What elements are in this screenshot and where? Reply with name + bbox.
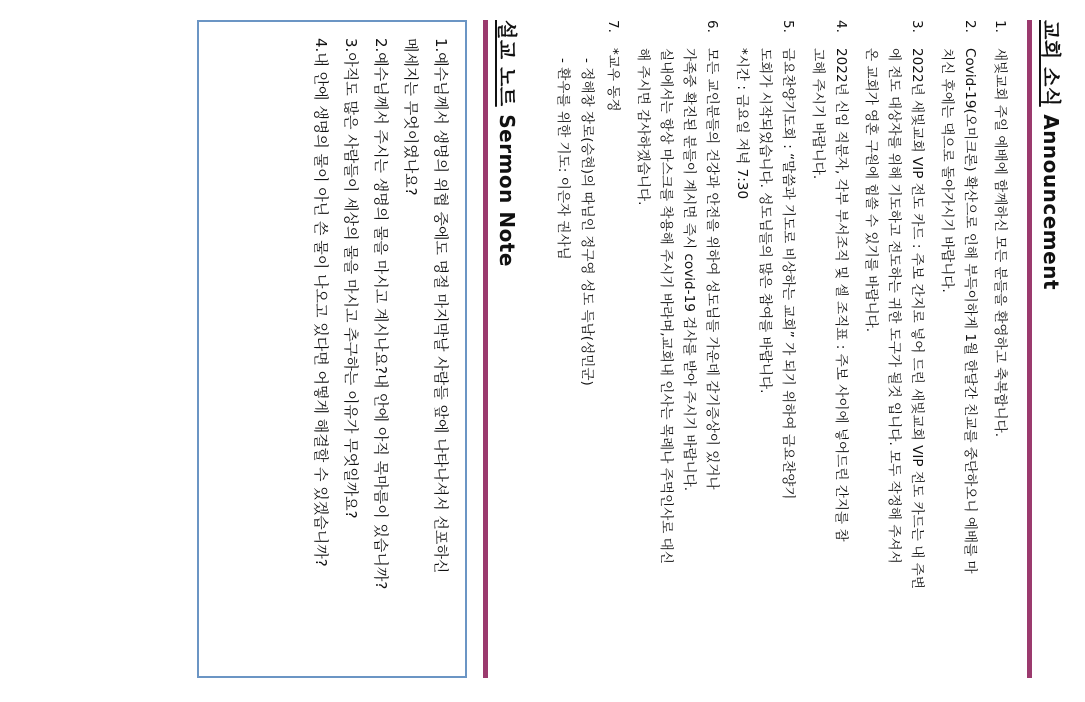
announcement-item-line: 실내에서는 항상 마스크를 착용해 주시기 바라며,교회내 인사는 목례나 주먹인사로 대신 [658,48,674,564]
announcement-item-body [935,48,981,678]
member-news-list [551,48,599,678]
announcement-item-number: 2. [962,20,978,33]
announcement-item-number: 4. [833,20,849,33]
announcement-item [859,20,928,678]
announcement-item-line: 모든 교인분들의 건강과 안전을 위하여 성도님들 가운데 감기증상이 있거나 [704,48,720,490]
announcement-item-line: 해 주시면 감사하겠습니다. [635,48,651,206]
sermon-section [197,20,523,678]
announcement-item-number: 7. [605,20,621,33]
sermon-title-kr: 설교 노트 [495,20,519,107]
announcement-item-body [551,48,624,678]
announcement-item-body [631,48,723,678]
announcement-item-number: 5. [780,20,796,33]
member-news-item: - 환우를 위한 기도: 이은자 권사님 [555,58,571,260]
announcement-item-line: 치신 후에는 댁으로 돌아가시기 바랍니다. [939,48,955,293]
announcement-section [551,20,1067,678]
announcement-item-line: 온 교회가 영혼 구원에 힘쓸 수 있기를 바랍니다. [863,48,879,333]
sermon-title-en: Sermon Note [495,114,519,267]
announcement-item-line: 새빛교회 주일 예배에 함께하신 모든 분들을 환영하고 축복합니다. [992,48,1008,438]
announcement-item-line: 2022년 새빛교회 VIP 전도 카드 : 주보 간지로 넣어 드린 새빛교회 VIP 전도 카드는 내 주변 [909,48,925,589]
announcement-item [988,20,1011,678]
announcement-title-kr: 교회 소식 [1039,20,1063,107]
announcement-item-line: 고해 주시기 바랍니다. [810,48,826,180]
announcement-item [551,20,624,678]
sermon-question: 4.내 안에 생명의 물이 아닌 쓴 물이 나오고 있다면 어떻게 해결할 수 있겠습니까? [312,38,330,567]
announcement-item [730,20,799,678]
announcement-item-line: 2022년 신임 직분자, 각부 부서조직 및 셀 조직표 : 주보 사이에 넣어드린 간지를 참 [833,48,849,542]
announcement-item-number: 3. [909,20,925,33]
announcement-item-line: 에 전도 대상자를 위해 기도하고 전도하는 귀한 도구가 될것 입니다. 모두 작정해 주셔서 [886,48,902,564]
sermon-question: 1.예수님께서 생명의 위협 중에도 명절 마지막날 사람들 앞에 나타나셔서 선포하신 [432,38,450,574]
announcement-item-line: 도회가 시작되었습니다. 성도님들의 많은 참여를 바랍니다. [757,48,773,394]
announcement-item-line: *교우 동정 [605,48,621,112]
announcement-item-body [806,48,852,678]
announcement-item-body [988,48,1011,678]
announcement-item-number: 6. [704,20,720,33]
announcement-item-body [730,48,799,678]
announcement-item-line: 가족중 확진된 분들이 계시면 즉시 covid-19 검사를 받아 주시기 바랍니다. [681,48,697,492]
announcement-item-line: 금요찬양기도회 : “말씀과 기도로 비상하는 교회” 가 되기 위하여 금요찬양기 [780,48,796,500]
announcement-list [551,20,1011,678]
announcement-item-line: *시간 : 금요일 저녁 7:30 [734,48,750,200]
announcement-item-number: 1. [992,20,1008,33]
announcement-title-en: Announcement [1039,114,1063,291]
announcement-item [935,20,981,678]
announcement-item [806,20,852,678]
sermon-question: 3.아직도 많은 사람들이 세상의 물을 마시고 추구하는 이유가 무엇일까요? [342,38,360,519]
sermon-question: 메세지는 무엇이였나요? [402,38,420,196]
sermon-note-box [197,20,467,678]
announcement-heading [1027,20,1067,678]
announcement-item-line: Covid-19(오미크론) 확산으로 인해 부득이하게 1월 한달간 친교를 중단하오니 예배를 마 [962,48,978,574]
announcement-item-body [859,48,928,678]
member-news-item: - 정해창 장로(승현)의 따님인 정구영 성도 득남(성민군) [579,58,595,386]
announcement-item [631,20,723,678]
sermon-heading [483,20,523,678]
sermon-question: 2.예수님께서 주시는 생명의 물을 마시고 계시나요?내 안에 아직 목마름이 있습니까? [372,38,390,590]
